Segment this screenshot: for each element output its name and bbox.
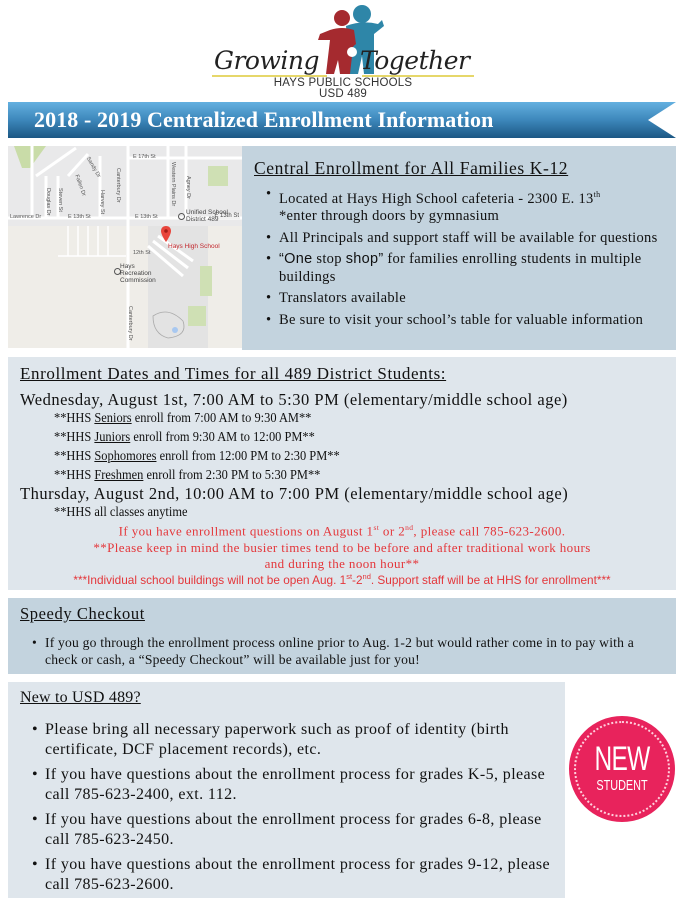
noon-hour-note: and during the noon hour**	[264, 556, 420, 571]
logo-script-together: Together	[360, 46, 470, 75]
list-item: • If you have questions about the enrollment process for grades K-5, please call 785-623-2400, ext. 112.	[20, 765, 560, 805]
new-to-usd-heading: New to USD 489?	[20, 689, 141, 706]
enrollment-dates-heading: Enrollment Dates and Times for all 489 District Students:	[20, 364, 447, 383]
map-street-label: Lawrence Dr	[10, 214, 42, 220]
poi-school[interactable]: Hays High School	[168, 243, 220, 250]
list-item: • “One stop shop” for families enrolling students in multiple buildings	[254, 251, 674, 286]
new-to-usd-panel	[8, 682, 565, 898]
map-street-label: E 13th St	[214, 213, 239, 219]
logo-script-growing: Growing	[214, 46, 319, 75]
slot-sophomores: **HHS Sophomores enroll from 12:00 PM to 2:30 PM**	[54, 448, 340, 463]
list-item: • If you go through the enrollment process online prior to Aug. 1-2 but would rather come in to pay with a check or cash, a “Speedy Checkout” will be available just for you!	[20, 634, 670, 668]
poi-marker-icon	[178, 213, 185, 220]
map-street-label: Agney Dr	[185, 176, 191, 199]
list-item: • Please bring all necessary paperwork such as proof of identity (birth certificate, DCF placement records), etc.	[20, 720, 560, 760]
badge-line-new: NEW	[594, 740, 650, 778]
list-item: • If you have questions about the enrollment process for grades 9-12, please call 785-623-2600.	[20, 855, 560, 895]
central-enrollment-heading: Central Enrollment for All Families K-12	[254, 158, 569, 178]
list-item: • Be sure to visit your school’s table for valuable information	[254, 312, 674, 330]
list-item: • If you have questions about the enrollment process for grades 6-8, please call 785-623-2450.	[20, 810, 560, 850]
slot-freshmen: **HHS Freshmen enroll from 2:30 PM to 5:30 PM**	[54, 467, 321, 482]
map-street-label: Harvey St	[99, 190, 105, 215]
poi-recreation[interactable]: Hays Recreation Commission	[120, 263, 156, 284]
list-item: • Located at Hays High School cafeteria - 2300 E. 13th *enter through doors by gymnasium	[254, 186, 674, 226]
day-thursday: Thursday, August 2nd, 10:00 AM to 7:00 PM (elementary/middle school age)	[20, 484, 569, 503]
enrollment-dates-panel	[8, 357, 676, 590]
central-enrollment-panel	[242, 146, 676, 350]
slot-all-classes: **HHS all classes anytime	[54, 504, 188, 519]
new-to-usd-list	[20, 720, 560, 900]
speedy-checkout-heading: Speedy Checkout	[20, 604, 145, 623]
map-street-label: Canterbury Dr	[115, 168, 121, 203]
speedy-checkout-list	[20, 634, 670, 668]
map-street-label: E 17th St	[133, 154, 156, 160]
slot-juniors: **HHS Juniors enroll from 9:30 AM to 12:00 PM**	[54, 429, 315, 444]
buildings-closed-note: ***Individual school buildings will not be open Aug. 1st-2nd. Support staff will be at HHS for enrollment***	[73, 572, 611, 587]
map-pin-icon[interactable]	[161, 226, 171, 242]
speedy-checkout-panel	[8, 598, 676, 674]
map-street-label: E 13th St	[68, 214, 91, 220]
contact-note: If you have enrollment questions on August 1st or 2nd, please call 785-623-2600.	[118, 523, 566, 539]
badge-line-student: STUDENT	[596, 778, 648, 794]
slot-seniors: **HHS Seniors enroll from 7:00 AM to 9:30 AM**	[54, 410, 312, 425]
map-street-label: Western Plains Dr	[170, 162, 176, 207]
map-street-label: Canterbury Dr	[127, 306, 133, 341]
new-student-badge	[569, 716, 675, 822]
poi-district[interactable]: Unified School District 489	[186, 209, 228, 223]
busy-times-note: **Please keep in mind the busier times tend to be before and after traditional work hours	[93, 540, 591, 555]
list-item: • All Principals and support staff will be available for questions	[254, 230, 674, 248]
map-street-label: Steven St	[57, 188, 63, 212]
location-map[interactable]	[8, 146, 242, 348]
map-street-label: Fallen Dr	[73, 174, 87, 198]
banner-title: 2018 - 2019 Centralized Enrollment Information	[34, 107, 494, 132]
logo-org-name: HAYS PUBLIC SCHOOLS	[273, 77, 413, 89]
logo-district: USD 489	[318, 88, 368, 100]
list-item: • Translators available	[254, 290, 674, 308]
map-street-label: Douglas Dr	[45, 188, 51, 216]
district-logo	[212, 4, 482, 100]
day-wednesday: Wednesday, August 1st, 7:00 AM to 5:30 PM (elementary/middle school age)	[20, 390, 568, 409]
central-enrollment-list	[254, 186, 674, 333]
map-street-label: Sandy Dr	[84, 156, 102, 179]
map-street-label: E 13th St	[135, 214, 158, 220]
title-banner	[8, 102, 676, 138]
map-street-label: 12th St	[133, 250, 151, 256]
